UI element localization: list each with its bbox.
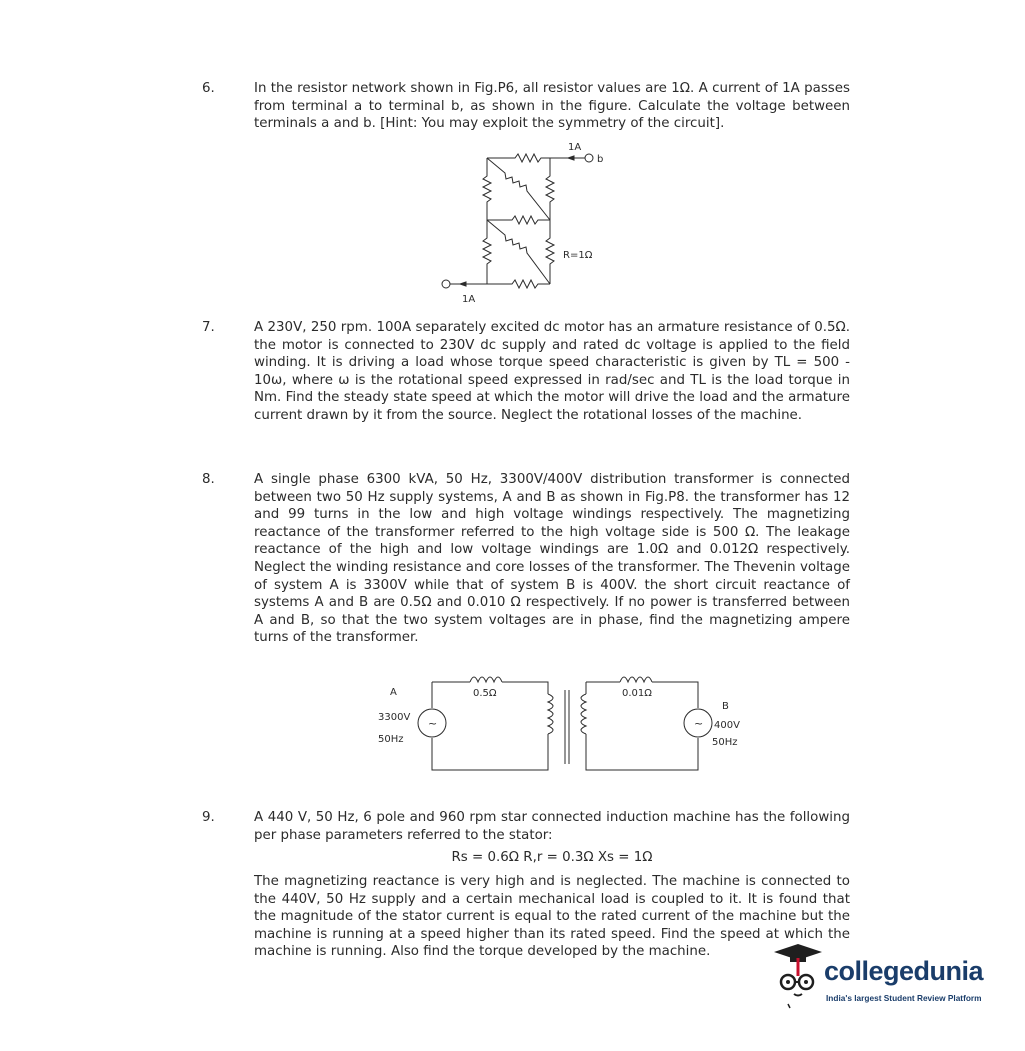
collegedunia-logo bbox=[768, 942, 1008, 1012]
source-a-symbol: ~ bbox=[428, 717, 438, 730]
bottom-current-label: 1A bbox=[462, 294, 476, 305]
graduation-cap-mascot-icon bbox=[768, 942, 828, 1012]
question-text bbox=[254, 80, 850, 133]
source-b-symbol: ~ bbox=[694, 717, 704, 730]
question-number: 6. bbox=[202, 81, 215, 96]
question-6-text: In the resistor network shown in Fig.P6, all resistor values are 1Ω. A current of 1A passes from terminal a to terminal b, as shown in the figure. Calculate the voltage between terminals a and b. [Hint: You may exploit the symmetry of the circuit]. bbox=[254, 81, 850, 132]
question-9-body bbox=[254, 873, 850, 961]
question-number: 7. bbox=[202, 320, 215, 335]
voltage-a-label: 3300V bbox=[378, 712, 411, 723]
figure-p6-resistor-network bbox=[420, 138, 640, 310]
question-text bbox=[254, 319, 850, 425]
voltage-b-label: 400V bbox=[714, 720, 740, 731]
question-7-text: A 230V, 250 rpm. 100A separately excited dc motor has an armature resistance of 0.5Ω. the motor is connected to 230V dc supply and rated dc voltage is applied to the field winding. It is driving a load whose torque speed characteristic is given by TL = 500 - 10ω, where ω is the rotational speed expressed in rad/sec and TL is the load torque in Nm. Find the steady state speed at which the motor will drive the load and the armature current drawn by it from the source. Neglect the rotational losses of the machine. bbox=[254, 320, 850, 423]
system-a-label: A bbox=[390, 687, 397, 698]
question-9-intro: A 440 V, 50 Hz, 6 pole and 960 rpm star connected induction machine has the following per phase parameters referred to the stator: bbox=[254, 810, 850, 843]
freq-a-label: 50Hz bbox=[378, 734, 404, 745]
logo-wordmark: collegedunia bbox=[824, 956, 984, 986]
question-number: 8. bbox=[202, 472, 215, 487]
freq-b-label: 50Hz bbox=[712, 737, 738, 748]
terminal-b-label: b bbox=[597, 154, 604, 165]
question-text bbox=[254, 471, 850, 647]
reactance-a-label: 0.5Ω bbox=[473, 688, 497, 699]
question-9-body-text: The magnetizing reactance is very high and is neglected. The machine is connected to the 440V, 50 Hz supply and a certain mechanical load is coupled to it. It is found that the magnitude of the stator current is equal to the rated current of the machine but the machine is running at a speed higher than its rated speed. Find the speed at which the machine is running. Also find the torque developed by the machine. bbox=[254, 874, 850, 960]
question-text bbox=[254, 809, 850, 844]
reactance-b-label: 0.01Ω bbox=[622, 688, 652, 699]
figure-p8-transformer-circuit bbox=[370, 666, 760, 776]
logo-tagline: India's largest Student Review Platform bbox=[826, 993, 982, 1003]
top-current-label: 1A bbox=[568, 142, 582, 153]
resistor-value-label: R=1Ω bbox=[563, 250, 593, 261]
question-number: 9. bbox=[202, 810, 215, 825]
question-9-equation: Rs = 0.6Ω R,r = 0.3Ω Xs = 1Ω bbox=[451, 850, 653, 865]
system-b-label: B bbox=[722, 701, 729, 712]
question-8-text: A single phase 6300 kVA, 50 Hz, 3300V/400V distribution transformer is connected between two 50 Hz supply systems, A and B as shown in Fig.P8. the transformer has 12 and 99 turns in the low and high voltage windings respectively. The magnetizing reactance of the transformer referred to the high voltage side is 500 Ω. The leakage reactance of the high and low voltage windings are 1.0Ω and 0.012Ω respectively. Neglect the winding resistance and core losses of the transformer. The Thevenin voltage of system A is 3300V while that of system B is 400V. the short circuit reactance of systems A and B are 0.5Ω and 0.010 Ω respectively. If no power is transferred between A and B, so that the two system voltages are in phase, find the magnetizing ampere turns of the transformer. bbox=[254, 472, 850, 646]
